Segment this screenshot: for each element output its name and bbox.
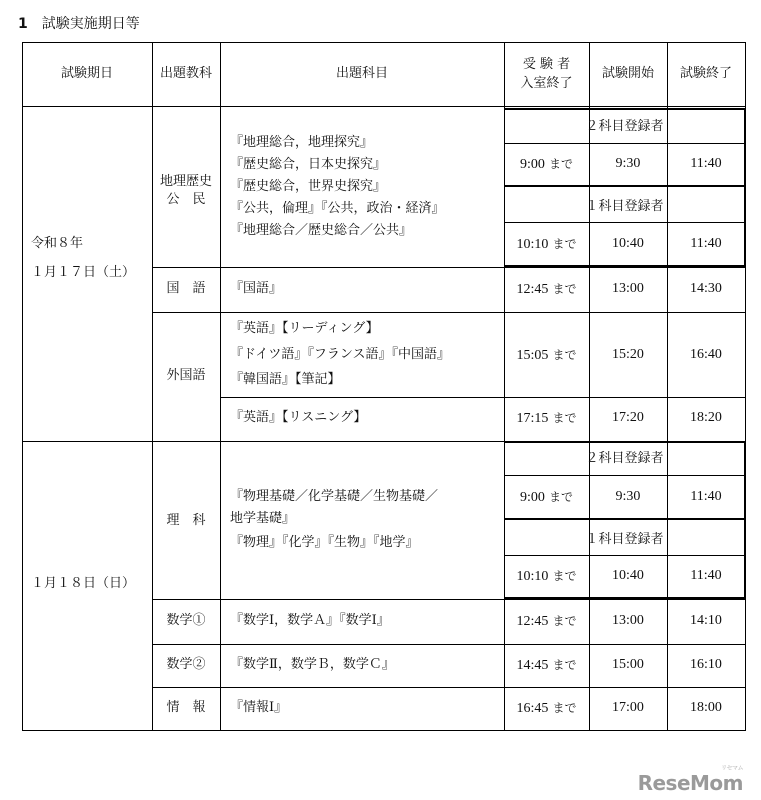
science-group: 理 科	[166, 513, 206, 528]
math1-entry: 12:45 まで	[516, 614, 577, 629]
section-title: 試験実施期日等	[41, 16, 140, 32]
science-reg1-end: 11:40	[690, 568, 722, 583]
header-entry-line1: 受 験 者	[522, 57, 571, 72]
geo-group-line1: 地理歴史	[159, 174, 212, 189]
geo-reg2-label: ２科目登録者	[585, 119, 664, 134]
logo-ruby: リセマム	[721, 765, 743, 772]
science-subject-3: 『物理』『化学』『生物』『地学』	[230, 535, 419, 550]
kokugo-end: 14:30	[690, 281, 722, 296]
foreign-listening-entry: 17:15 まで	[516, 411, 577, 426]
math2-entry: 14:45 まで	[516, 658, 577, 673]
foreign-written-entry: 15:05 まで	[516, 348, 577, 363]
header-subject-group: 出題教科	[159, 66, 212, 81]
science-reg1-entry: 10:10 まで	[516, 569, 577, 584]
math1-group: 数学①	[166, 613, 206, 628]
foreign-group: 外国語	[166, 368, 206, 383]
geo-subject-5: 『地理総合／歴史総合／公共』	[230, 223, 413, 238]
geo-group-line2: 公 民	[166, 192, 206, 207]
foreign-written-1: 『英語』【リーディング】	[230, 321, 379, 336]
geo-reg2-entry: 9:00 まで	[519, 157, 574, 172]
geo-reg1-start: 10:40	[612, 236, 644, 251]
math1-subject: 『数学Ⅰ，数学Ａ』『数学Ⅰ』	[230, 613, 390, 628]
kokugo-subject: 『国語』	[230, 281, 283, 296]
kokugo-entry: 12:45 まで	[516, 282, 577, 297]
science-reg2-entry: 9:00 まで	[519, 490, 574, 505]
info-start: 17:00	[612, 700, 644, 715]
math1-start: 13:00	[612, 613, 644, 628]
foreign-listening-start: 17:20	[612, 410, 644, 425]
math2-end: 16:10	[690, 657, 722, 672]
header-subject: 出題科目	[335, 66, 388, 81]
math1-end: 14:10	[690, 613, 722, 628]
foreign-written-start: 15:20	[612, 347, 644, 362]
geo-subject-1: 『地理総合，地理探究』	[230, 135, 374, 150]
day1-date-line1: 令和８年	[31, 236, 84, 251]
science-reg2-end: 11:40	[690, 489, 722, 504]
header-end: 試験終了	[679, 66, 732, 81]
geo-reg2-end: 11:40	[690, 156, 722, 171]
header-date: 試験期日	[60, 66, 113, 81]
foreign-written-2: 『ドイツ語』『フランス語』『中国語』	[230, 347, 450, 362]
header-start: 試験開始	[601, 66, 654, 81]
foreign-written-end: 16:40	[690, 347, 722, 362]
science-reg1-start: 10:40	[612, 568, 644, 583]
exam-schedule-table	[22, 42, 746, 731]
geo-reg2-start: 9:30	[615, 156, 641, 171]
info-subject: 『情報Ⅰ』	[230, 700, 288, 715]
header-entry-line2: 入室終了	[520, 76, 573, 91]
science-subject-1: 『物理基礎／化学基礎／生物基礎／	[230, 489, 439, 504]
kokugo-start: 13:00	[612, 281, 644, 296]
day1-date-line2: １月１７日（土）	[31, 265, 136, 280]
geo-subject-2: 『歴史総合，日本史探究』	[230, 157, 387, 172]
geo-reg1-entry: 10:10 まで	[516, 237, 577, 252]
kokugo-group: 国 語	[166, 281, 206, 296]
geo-reg1-label: １科目登録者	[585, 199, 664, 214]
info-entry: 16:45 まで	[516, 701, 577, 716]
science-reg1-label: １科目登録者	[585, 532, 664, 547]
foreign-written-3: 『韓国語』【筆記】	[230, 372, 341, 387]
math2-start: 15:00	[612, 657, 644, 672]
geo-subject-4: 『公共，倫理』『公共，政治・経済』	[230, 201, 445, 216]
logo-text: ReseMom	[637, 771, 743, 795]
foreign-listening-end: 18:20	[690, 410, 722, 425]
foreign-listening-subject: 『英語』【リスニング】	[230, 410, 367, 425]
math2-group: 数学②	[166, 657, 206, 672]
science-reg2-label: ２科目登録者	[585, 451, 664, 466]
math2-subject: 『数学Ⅱ，数学Ｂ，数学Ｃ』	[230, 657, 395, 672]
geo-subject-3: 『歴史総合，世界史探究』	[230, 179, 387, 194]
resemom-logo	[637, 765, 743, 795]
info-group: 情 報	[166, 700, 206, 715]
geo-reg1-end: 11:40	[690, 236, 722, 251]
info-end: 18:00	[690, 700, 722, 715]
science-subject-2: 地学基礎』	[230, 511, 296, 526]
section-heading	[18, 13, 140, 33]
science-reg2-start: 9:30	[615, 489, 641, 504]
day2-date: １月１８日（日）	[31, 576, 136, 591]
section-number: 1	[18, 16, 28, 32]
